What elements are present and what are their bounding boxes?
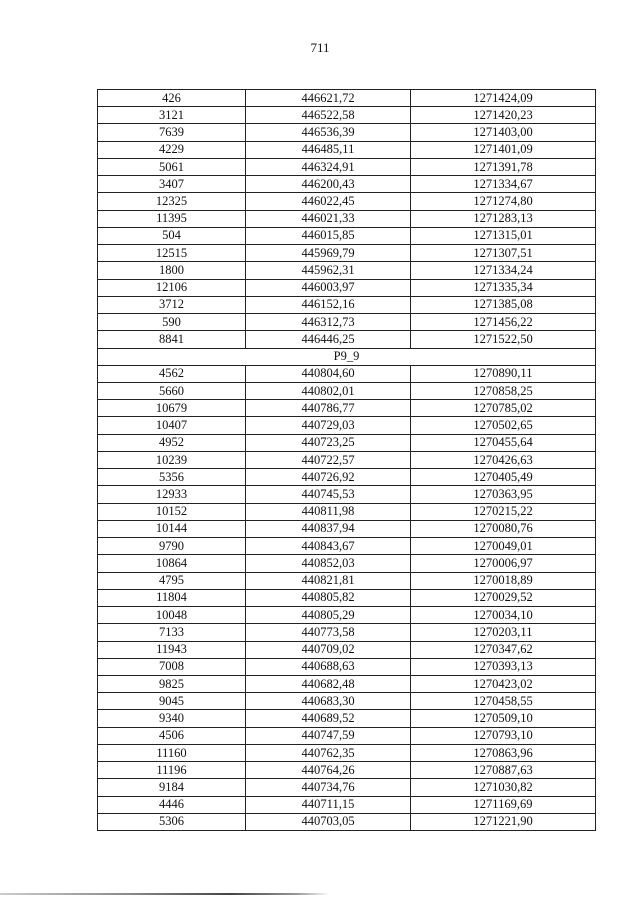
y-coordinate-cell: 1270393,13 xyxy=(411,658,596,675)
point-number-cell: 11804 xyxy=(98,589,246,606)
point-number-cell: 4795 xyxy=(98,572,246,589)
y-coordinate-cell: 1270006,97 xyxy=(411,555,596,572)
y-coordinate-cell: 1270215,22 xyxy=(411,503,596,520)
point-number-cell: 426 xyxy=(98,90,246,107)
x-coordinate-cell: 445969,79 xyxy=(246,245,411,262)
page-number: 711 xyxy=(310,40,330,55)
point-number-cell: 11395 xyxy=(98,210,246,227)
x-coordinate-cell: 440786,77 xyxy=(246,400,411,417)
point-number-cell: 9340 xyxy=(98,710,246,727)
y-coordinate-cell: 1270034,10 xyxy=(411,607,596,624)
table-row xyxy=(98,210,596,227)
table-row xyxy=(98,779,596,796)
table-row xyxy=(98,693,596,710)
x-coordinate-cell: 440747,59 xyxy=(246,727,411,744)
x-coordinate-cell: 440711,15 xyxy=(246,796,411,813)
y-coordinate-cell: 1271391,78 xyxy=(411,158,596,175)
point-number-cell: 7133 xyxy=(98,624,246,641)
y-coordinate-cell: 1271403,00 xyxy=(411,124,596,141)
y-coordinate-cell: 1270793,10 xyxy=(411,727,596,744)
x-coordinate-cell: 440762,35 xyxy=(246,744,411,761)
x-coordinate-cell: 446003,97 xyxy=(246,279,411,296)
point-number-cell: 4506 xyxy=(98,727,246,744)
x-coordinate-cell: 446312,73 xyxy=(246,314,411,331)
x-coordinate-cell: 440709,02 xyxy=(246,641,411,658)
y-coordinate-cell: 1270423,02 xyxy=(411,675,596,692)
x-coordinate-cell: 440805,29 xyxy=(246,607,411,624)
point-number-cell: 5306 xyxy=(98,813,246,830)
y-coordinate-cell: 1271401,09 xyxy=(411,141,596,158)
y-coordinate-cell: 1270458,55 xyxy=(411,693,596,710)
table-row xyxy=(98,658,596,675)
coordinates-table-body xyxy=(98,90,596,831)
y-coordinate-cell: 1270426,63 xyxy=(411,451,596,468)
point-number-cell: 590 xyxy=(98,314,246,331)
y-coordinate-cell: 1271169,69 xyxy=(411,796,596,813)
point-number-cell: 3712 xyxy=(98,296,246,313)
x-coordinate-cell: 445962,31 xyxy=(246,262,411,279)
x-coordinate-cell: 440726,92 xyxy=(246,469,411,486)
x-coordinate-cell: 446446,25 xyxy=(246,331,411,348)
x-coordinate-cell: 446621,72 xyxy=(246,90,411,107)
point-number-cell: 9790 xyxy=(98,538,246,555)
point-number-cell: 11943 xyxy=(98,641,246,658)
x-coordinate-cell: 446022,45 xyxy=(246,193,411,210)
x-coordinate-cell: 440723,25 xyxy=(246,434,411,451)
y-coordinate-cell: 1271307,51 xyxy=(411,245,596,262)
x-coordinate-cell: 440821,81 xyxy=(246,572,411,589)
y-coordinate-cell: 1270455,64 xyxy=(411,434,596,451)
table-row xyxy=(98,365,596,382)
table-row xyxy=(98,710,596,727)
table-row xyxy=(98,762,596,779)
table-row xyxy=(98,641,596,658)
point-number-cell: 1800 xyxy=(98,262,246,279)
y-coordinate-cell: 1270203,11 xyxy=(411,624,596,641)
x-coordinate-cell: 446324,91 xyxy=(246,158,411,175)
x-coordinate-cell: 446200,43 xyxy=(246,176,411,193)
point-number-cell: 3407 xyxy=(98,176,246,193)
point-number-cell: 504 xyxy=(98,227,246,244)
table-row xyxy=(98,417,596,434)
x-coordinate-cell: 446015,85 xyxy=(246,227,411,244)
table-row xyxy=(98,245,596,262)
table-row xyxy=(98,90,596,107)
y-coordinate-cell: 1270887,63 xyxy=(411,762,596,779)
y-coordinate-cell: 1270018,89 xyxy=(411,572,596,589)
x-coordinate-cell: 440805,82 xyxy=(246,589,411,606)
table-row xyxy=(98,486,596,503)
y-coordinate-cell: 1271334,67 xyxy=(411,176,596,193)
table-row xyxy=(98,176,596,193)
table-row xyxy=(98,744,596,761)
table-row xyxy=(98,279,596,296)
y-coordinate-cell: 1270863,96 xyxy=(411,744,596,761)
table-row xyxy=(98,400,596,417)
y-coordinate-cell: 1271424,09 xyxy=(411,90,596,107)
table-row xyxy=(98,124,596,141)
y-coordinate-cell: 1270080,76 xyxy=(411,520,596,537)
y-coordinate-cell: 1271456,22 xyxy=(411,314,596,331)
x-coordinate-cell: 446021,33 xyxy=(246,210,411,227)
x-coordinate-cell: 440683,30 xyxy=(246,693,411,710)
table-row xyxy=(98,796,596,813)
table-row xyxy=(98,555,596,572)
x-coordinate-cell: 440729,03 xyxy=(246,417,411,434)
point-number-cell: 4562 xyxy=(98,365,246,382)
x-coordinate-cell: 440852,03 xyxy=(246,555,411,572)
point-number-cell: 12106 xyxy=(98,279,246,296)
x-coordinate-cell: 446152,16 xyxy=(246,296,411,313)
x-coordinate-cell: 440688,63 xyxy=(246,658,411,675)
point-number-cell: 11196 xyxy=(98,762,246,779)
y-coordinate-cell: 1271315,01 xyxy=(411,227,596,244)
point-number-cell: 9184 xyxy=(98,779,246,796)
table-row xyxy=(98,296,596,313)
table-row xyxy=(98,314,596,331)
point-number-cell: 4952 xyxy=(98,434,246,451)
x-coordinate-cell: 440722,57 xyxy=(246,451,411,468)
x-coordinate-cell: 440802,01 xyxy=(246,382,411,399)
point-number-cell: 10239 xyxy=(98,451,246,468)
point-number-cell: 10407 xyxy=(98,417,246,434)
table-row xyxy=(98,520,596,537)
point-number-cell: 5061 xyxy=(98,158,246,175)
table-row xyxy=(98,727,596,744)
y-coordinate-cell: 1270405,49 xyxy=(411,469,596,486)
x-coordinate-cell: 440804,60 xyxy=(246,365,411,382)
y-coordinate-cell: 1270785,02 xyxy=(411,400,596,417)
table-row xyxy=(98,589,596,606)
point-number-cell: 7008 xyxy=(98,658,246,675)
table-row xyxy=(98,331,596,348)
y-coordinate-cell: 1270890,11 xyxy=(411,365,596,382)
y-coordinate-cell: 1271334,24 xyxy=(411,262,596,279)
point-number-cell: 12325 xyxy=(98,193,246,210)
y-coordinate-cell: 1271274,80 xyxy=(411,193,596,210)
x-coordinate-cell: 440703,05 xyxy=(246,813,411,830)
point-number-cell: 9825 xyxy=(98,675,246,692)
x-coordinate-cell: 440745,53 xyxy=(246,486,411,503)
point-number-cell: 5356 xyxy=(98,469,246,486)
point-number-cell: 12933 xyxy=(98,486,246,503)
x-coordinate-cell: 440764,26 xyxy=(246,762,411,779)
y-coordinate-cell: 1270049,01 xyxy=(411,538,596,555)
table-row xyxy=(98,193,596,210)
y-coordinate-cell: 1270347,62 xyxy=(411,641,596,658)
point-number-cell: 9045 xyxy=(98,693,246,710)
point-number-cell: 3121 xyxy=(98,107,246,124)
table-row xyxy=(98,434,596,451)
table-row xyxy=(98,572,596,589)
point-number-cell: 11160 xyxy=(98,744,246,761)
x-coordinate-cell: 440843,67 xyxy=(246,538,411,555)
table-row xyxy=(98,158,596,175)
x-coordinate-cell: 440734,76 xyxy=(246,779,411,796)
y-coordinate-cell: 1270029,52 xyxy=(411,589,596,606)
point-number-cell: 5660 xyxy=(98,382,246,399)
y-coordinate-cell: 1270502,65 xyxy=(411,417,596,434)
table-row xyxy=(98,607,596,624)
section-header-row xyxy=(98,348,596,365)
point-number-cell: 12515 xyxy=(98,245,246,262)
section-label: P9_9 xyxy=(98,348,596,365)
table-row xyxy=(98,262,596,279)
table-row xyxy=(98,227,596,244)
table-row xyxy=(98,469,596,486)
table-row xyxy=(98,675,596,692)
point-number-cell: 4229 xyxy=(98,141,246,158)
table-row xyxy=(98,451,596,468)
table-row xyxy=(98,503,596,520)
x-coordinate-cell: 446485,11 xyxy=(246,141,411,158)
point-number-cell: 10048 xyxy=(98,607,246,624)
y-coordinate-cell: 1270858,25 xyxy=(411,382,596,399)
table-row xyxy=(98,624,596,641)
point-number-cell: 10152 xyxy=(98,503,246,520)
point-number-cell: 10679 xyxy=(98,400,246,417)
y-coordinate-cell: 1271030,82 xyxy=(411,779,596,796)
x-coordinate-cell: 446522,58 xyxy=(246,107,411,124)
point-number-cell: 8841 xyxy=(98,331,246,348)
x-coordinate-cell: 440682,48 xyxy=(246,675,411,692)
y-coordinate-cell: 1270363,95 xyxy=(411,486,596,503)
point-number-cell: 4446 xyxy=(98,796,246,813)
x-coordinate-cell: 440773,58 xyxy=(246,624,411,641)
x-coordinate-cell: 446536,39 xyxy=(246,124,411,141)
table-row xyxy=(98,107,596,124)
y-coordinate-cell: 1271385,08 xyxy=(411,296,596,313)
table-row xyxy=(98,382,596,399)
y-coordinate-cell: 1271283,13 xyxy=(411,210,596,227)
y-coordinate-cell: 1270509,10 xyxy=(411,710,596,727)
x-coordinate-cell: 440811,98 xyxy=(246,503,411,520)
y-coordinate-cell: 1271420,23 xyxy=(411,107,596,124)
table-row xyxy=(98,141,596,158)
y-coordinate-cell: 1271522,50 xyxy=(411,331,596,348)
x-coordinate-cell: 440837,94 xyxy=(246,520,411,537)
coordinates-table xyxy=(97,89,596,831)
point-number-cell: 10144 xyxy=(98,520,246,537)
y-coordinate-cell: 1271335,34 xyxy=(411,279,596,296)
x-coordinate-cell: 440689,52 xyxy=(246,710,411,727)
point-number-cell: 10864 xyxy=(98,555,246,572)
scan-artifact-line xyxy=(0,893,330,895)
y-coordinate-cell: 1271221,90 xyxy=(411,813,596,830)
point-number-cell: 7639 xyxy=(98,124,246,141)
table-row xyxy=(98,538,596,555)
table-row xyxy=(98,813,596,830)
